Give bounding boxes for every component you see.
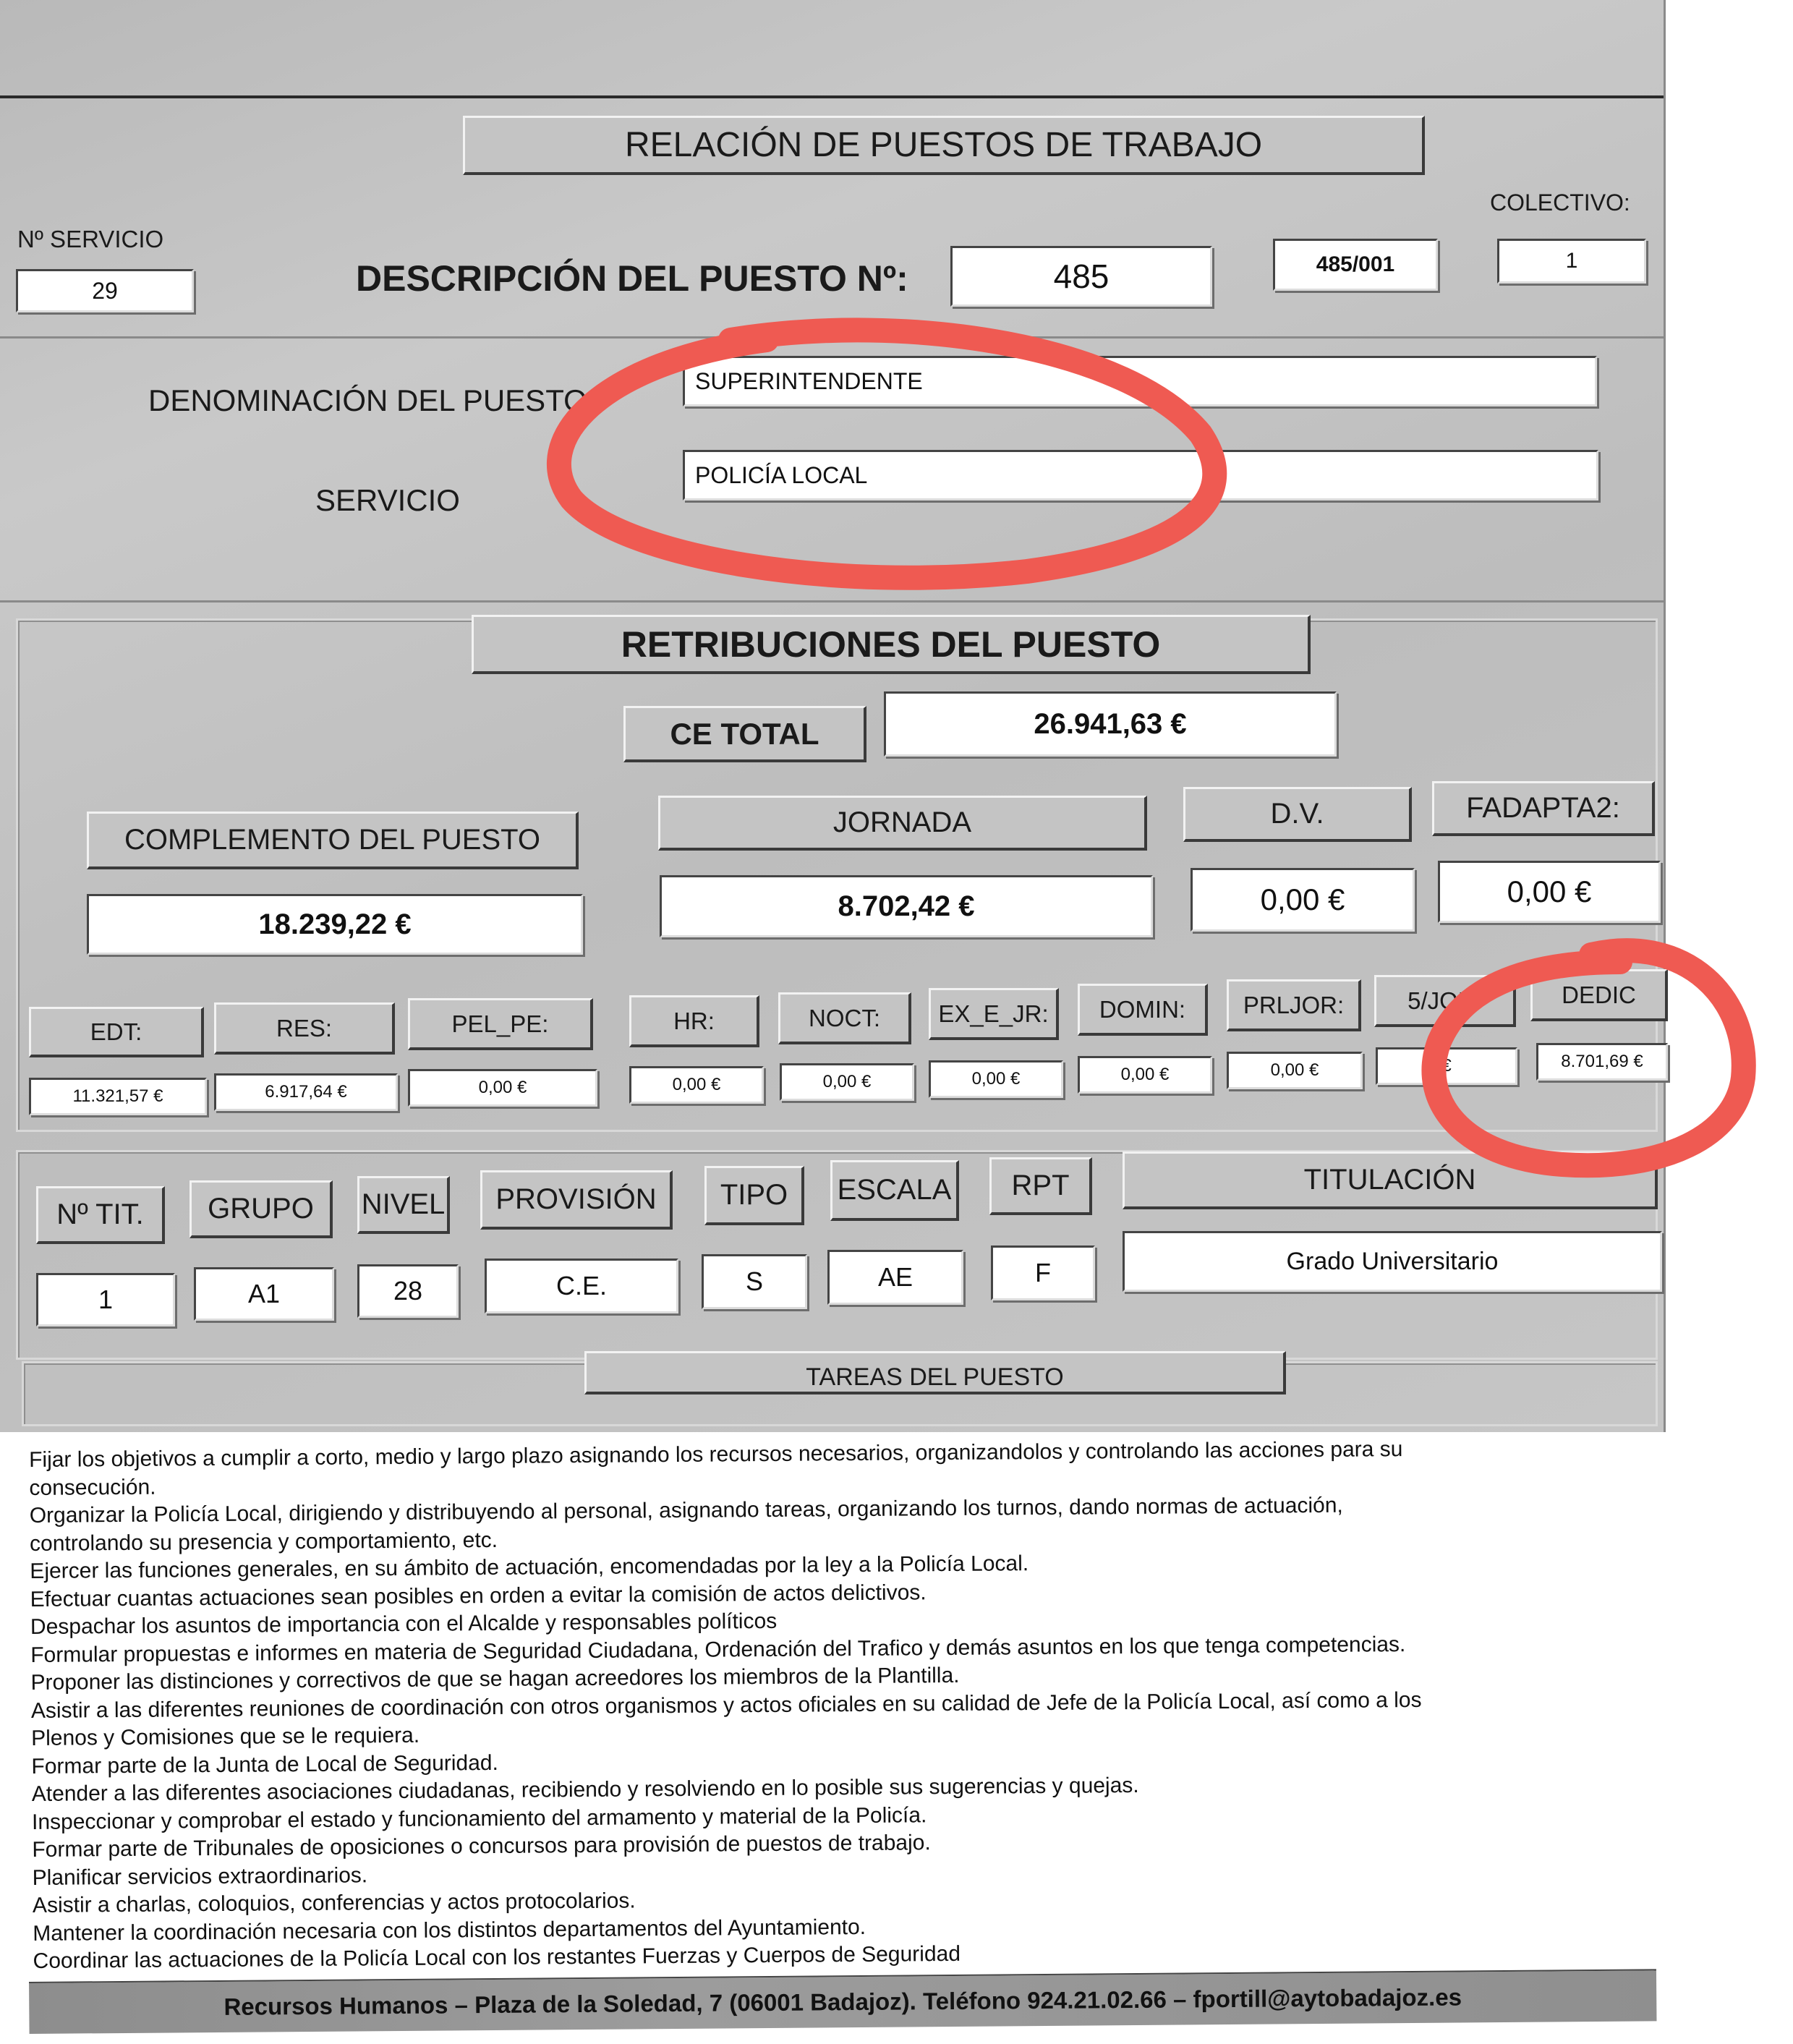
servicio-num-field: 29 — [16, 269, 194, 312]
ce-total-label: CE TOTAL — [623, 706, 866, 762]
component-label: PEL_PE: — [408, 998, 593, 1050]
task-line: Ejercer las funciones generales, en su ámbito de actuación, encomendadas por la ley a la Policía Local. — [30, 1551, 1029, 1583]
top-rule — [0, 95, 1664, 98]
component-value: 0,00 € — [1227, 1052, 1363, 1089]
tasks-list — [29, 1434, 1653, 1975]
servicio-field: POLICÍA LOCAL — [683, 450, 1598, 501]
retribuciones-title: RETRIBUCIONES DEL PUESTO — [472, 615, 1311, 674]
component-value: 0,00 € — [1078, 1056, 1212, 1094]
classification-label: GRUPO — [189, 1180, 333, 1238]
component-value: 0,00 € — [929, 1060, 1063, 1098]
task-line: Plenos y Comisiones que se le requiera. — [31, 1723, 420, 1750]
classification-value: Grado Universitario — [1123, 1231, 1662, 1292]
component-value: € — [1376, 1047, 1517, 1085]
task-line: Inspeccionar y comprobar el estado y funcionamiento del armamento y material de la Policía. — [31, 1802, 927, 1834]
complemento-label: COMPLEMENTO DEL PUESTO — [87, 812, 579, 869]
classification-label: TIPO — [704, 1166, 804, 1225]
task-line: Planificar servicios extraordinarios. — [32, 1862, 368, 1890]
jornada-field: 8.702,42 € — [660, 875, 1153, 937]
dv-label: D.V. — [1183, 787, 1412, 842]
task-line: Proponer las distinciones y correctivos de que se hagan acreedores los miembros de la Plantilla. — [30, 1663, 960, 1695]
component-label: EX_E_JR: — [929, 988, 1059, 1040]
classification-label: TITULACIÓN — [1123, 1151, 1658, 1209]
descripcion-field: 485 — [950, 246, 1212, 307]
task-line: Atender a las diferentes asociaciones ciudadanas, recibiendo y resolviendo en lo posible sus sugerencias y quejas. — [31, 1773, 1139, 1806]
component-value: 6.917,64 € — [214, 1073, 398, 1111]
component-label: PRLJOR: — [1227, 979, 1361, 1031]
dv-field: 0,00 € — [1191, 868, 1415, 932]
footer-bar — [29, 1969, 1656, 2034]
classification-value: AE — [827, 1250, 963, 1305]
classification-value: 28 — [357, 1264, 459, 1318]
component-value: 8.701,69 € — [1536, 1043, 1668, 1081]
classification-label: PROVISIÓN — [480, 1170, 673, 1230]
divider — [0, 336, 1664, 338]
colectivo-label: COLECTIVO: — [1490, 190, 1630, 216]
fadapta-field: 0,00 € — [1438, 861, 1661, 923]
component-label: 5/JOR: — [1374, 975, 1516, 1027]
colectivo-field: 1 — [1497, 239, 1646, 284]
component-label: DEDIC — [1530, 969, 1668, 1021]
form-title: RELACIÓN DE PUESTOS DE TRABAJO — [463, 116, 1425, 175]
component-value: 11.321,57 € — [29, 1078, 207, 1115]
tareas-title: TAREAS DEL PUESTO — [584, 1351, 1286, 1394]
task-line: Formar parte de Tribunales de oposiciones o concursos para provisión de puestos de trabajo. — [32, 1831, 931, 1862]
classification-label: NIVEL — [357, 1176, 450, 1234]
ce-total-field: 26.941,63 € — [884, 691, 1337, 757]
puesto-code-field: 485/001 — [1273, 239, 1438, 291]
servicio-label: SERVICIO — [315, 483, 460, 517]
task-line: Coordinar las actuaciones de la Policía Local con los restantes Fuerzas y Cuerpos de Seguridad — [33, 1941, 961, 1973]
component-label: EDT: — [29, 1007, 204, 1057]
classification-label: ESCALA — [830, 1160, 959, 1221]
classification-label: RPT — [989, 1157, 1092, 1215]
task-line: controlando su presencia y comportamiento, etc. — [29, 1528, 498, 1556]
task-line: Asistir a las diferentes reuniones de coordinación con otros organismos y actos oficiales en su calidad de Jefe de la Policía Local, así como a los — [30, 1687, 1422, 1723]
component-value: 0,00 € — [629, 1066, 764, 1104]
classification-value: 1 — [36, 1273, 175, 1327]
descripcion-label: DESCRIPCIÓN DEL PUESTO Nº: — [356, 258, 908, 299]
denominacion-label: DENOMINACIÓN DEL PUESTO — [148, 383, 587, 417]
classification-value: A1 — [194, 1267, 334, 1321]
task-line: Organizar la Policía Local, dirigiendo y distribuyendo al personal, asignando tareas, organizando los turnos, dando normas de actuación, — [29, 1493, 1343, 1528]
component-label: DOMIN: — [1078, 984, 1208, 1036]
classification-value: C.E. — [485, 1259, 678, 1313]
footer-text: Recursos Humanos – Plaza de la Soledad, 7 (06001 Badajoz). Teléfono 924.21.02.66 – fportill@aytobadajoz.es — [223, 1983, 1462, 2020]
classification-value: F — [991, 1245, 1095, 1300]
component-value: 0,00 € — [780, 1063, 914, 1101]
divider — [0, 600, 1664, 602]
complemento-field: 18.239,22 € — [87, 894, 583, 955]
task-line: Efectuar cuantas actuaciones sean posibles en orden a evitar la comisión de actos delictivos. — [30, 1580, 927, 1611]
task-line: Despachar los asuntos de importancia con el Alcalde y responsables políticos — [30, 1609, 778, 1639]
component-label: RES: — [214, 1002, 395, 1055]
fadapta-label: FADAPTA2: — [1432, 781, 1655, 836]
classification-value: S — [702, 1254, 807, 1309]
task-line: consecución. — [29, 1475, 156, 1500]
task-line: Mantener la coordinación necesaria con los distintos departamentos del Ayuntamiento. — [33, 1915, 866, 1946]
denominacion-field: SUPERINTENDENTE — [683, 356, 1597, 406]
component-label: NOCT: — [778, 992, 911, 1044]
task-line: Fijar los objetivos a cumplir a corto, medio y largo plazo asignando los recursos necesarios, organizandolos y controlando las acciones para su — [29, 1437, 1403, 1472]
servicio-num-label: Nº SERVICIO — [17, 226, 164, 252]
task-line: Formar parte de la Junta de Local de Seguridad. — [31, 1750, 498, 1779]
task-line: Asistir a charlas, coloquios, conferencias y actos protocolarios. — [32, 1888, 636, 1917]
component-value: 0,00 € — [408, 1069, 597, 1107]
jornada-label: JORNADA — [658, 796, 1147, 851]
classification-label: Nº TIT. — [36, 1186, 165, 1244]
task-line: Formular propuestas e informes en materia de Seguridad Ciudadana, Ordenación del Trafico y demás asuntos en los que tenga competencias. — [30, 1632, 1406, 1667]
component-label: HR: — [629, 995, 759, 1047]
